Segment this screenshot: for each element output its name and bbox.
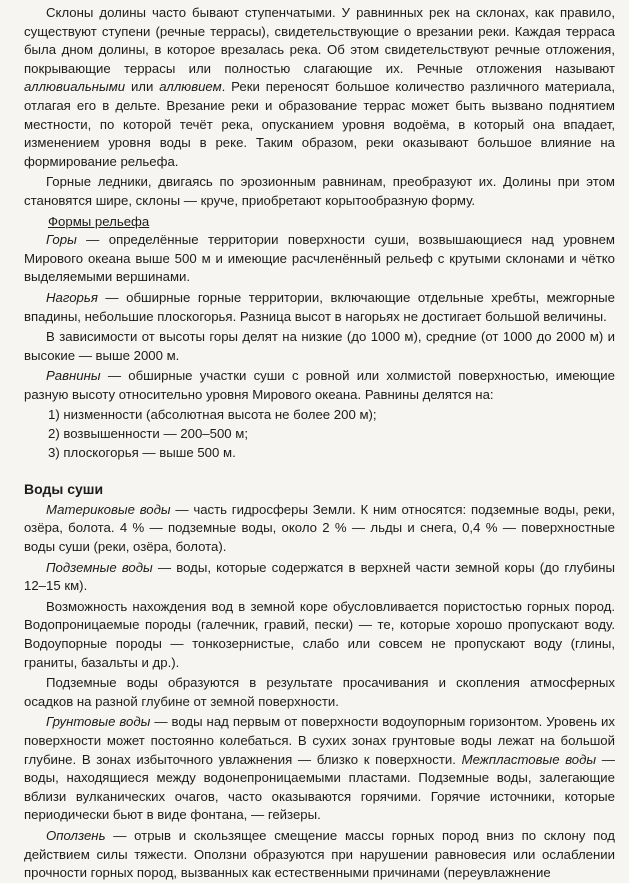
paragraph-mountains: Горы — определённые территории поверхности суши, возвышающиеся над уровнем Мирового океана выше 500 м и имеющие расчленённый рельеф с крутыми склонами и чётко выделяемыми вершинами. — [24, 232, 615, 285]
term-landslide: Оползень — [46, 827, 106, 843]
plains-list — [48, 406, 615, 462]
term-mountains: Горы — [46, 232, 77, 248]
term-groundwater: Подземные воды — [46, 559, 153, 575]
paragraph-river-terraces: Склоны долины часто бывают ступенчатыми. У равнинных рек на склонах, как правило, существуют ступени (речные террасы), свидетельствующие о врезании реки. Каждая терраса была дном долины, в которое врезалась река. Об этом свидетельствуют речные отложения, покрывающие террасы или полностью слагающие их. Речные отложения называют аллювиальными или аллювием. Реки переносят большое количество различного материала, отлагая его в дельте. Врезание реки и образование террас может быть вызвано поднятием местности, по которой течёт река, опусканием уровня водоёма, в который она впадает, изменением уровня воды в реке. Таким образом, реки оказывают большое влияние на формирование рельефа. — [24, 5, 615, 169]
paragraph-rock-porosity: Возможность нахождения вод в земной коре обусловливается пористостью горных пород. Водопроницаемые породы (галечник, гравий, пески) — те, которые хорошо пропускают воду. Водоупорные породы — тонкозернистые, слабо или совсем не пропускают воду (глины, граниты, базальты и др.). — [24, 598, 615, 670]
term-continental-waters: Материковые воды — [46, 501, 171, 517]
list-item: 2) возвышенности — 200–500 м; — [48, 426, 249, 442]
paragraph-glaciers: Горные ледники, двигаясь по эрозионным равнинам, преобразуют их. Долины при этом становятся шире, склоны — круче, приобретают корытообразную форму. — [24, 174, 615, 208]
paragraph-landslide: Оползень — отрыв и скользящее смещение массы горных пород вниз по склону под действием силы тяжести. Оползни образуются при нарушении равновесия или ослаблении прочности горных пород, вызванных как естественными причинами (переувлажнение — [24, 827, 615, 881]
term-interstratal-waters: Межпластовые воды — [461, 751, 597, 767]
term-highlands: Нагорья — [46, 289, 98, 305]
term-plains: Равнины — [46, 368, 101, 384]
paragraph-groundwater: Подземные воды — воды, которые содержатся в верхней части земной коры (до глубины 12–15 км). — [24, 559, 615, 594]
term-ground-waters: Грунтовые воды — [46, 714, 151, 730]
paragraph-mountain-heights: В зависимости от высоты горы делят на низкие (до 1000 м), средние (от 1000 до 2000 м) и высокие — выше 2000 м. — [24, 329, 615, 363]
subheading-relief-forms: Формы рельефа — [48, 213, 150, 229]
paragraph-plains: Равнины — обширные участки суши с ровной или холмистой поверхностью, имеющие разную высоту относительно уровня Мирового океана. Равнины делятся на: — [24, 368, 615, 402]
paragraph-ground-waters: Грунтовые воды — воды над первым от поверхности водоупорным горизонтом. Уровень их поверхности может постоянно колебаться. В сухих зонах грунтовые воды лежат на большой глубине. В зонах избыточного увлажнения — близко к поверхности. Межпластовые воды — воды, находящиеся между водонепроницаемыми пластами. Подземные воды, залегающие вблизи вулканических очагов, часто оказываются горячими. Горячие источники, которые периодически бьют в виде фонтана, — гейзеры. — [24, 714, 615, 823]
paragraph-continental-waters: Материковые воды — часть гидросферы Земли. К ним относятся: подземные воды, реки, озёра, болота. 4 % — подземные воды, около 2 % — льды и снега, 0,4 % — поверхностные воды суши (реки, озёра, болота). — [24, 501, 615, 555]
term-alluvial: аллювиальными — [24, 79, 126, 95]
list-item: 1) низменности (абсолютная высота не более 200 м); — [48, 407, 377, 423]
paragraph-groundwater-formation: Подземные воды образуются в результате просачивания и скопления атмосферных осадков на разной глубине от земной поверхности. — [24, 675, 615, 709]
list-item: 3) плоскогорья — выше 500 м. — [48, 444, 236, 460]
paragraph-highlands: Нагорья — обширные горные территории, включающие отдельные хребты, межгорные впадины, небольшие плоскогорья. Разница высот в нагорьях не достигает большой величины. — [24, 289, 615, 324]
term-alluvium: аллювием — [159, 79, 222, 95]
section-heading-land-waters: Воды суши — [24, 481, 104, 498]
